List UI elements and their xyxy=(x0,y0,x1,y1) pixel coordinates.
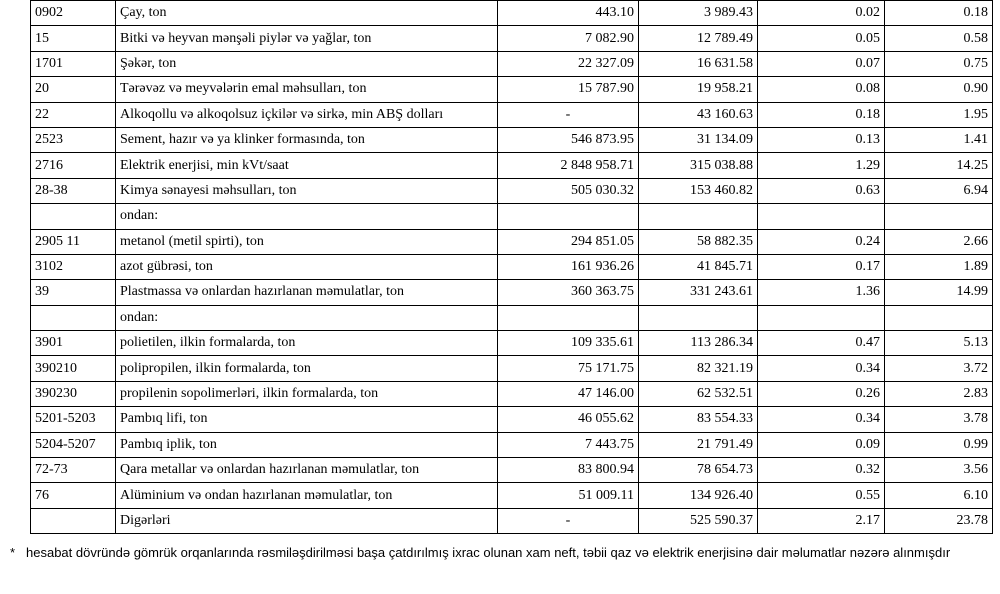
code-cell: 3102 xyxy=(31,254,116,279)
quantity-cell: 7 082.90 xyxy=(498,26,639,51)
percent-cell: 1.89 xyxy=(885,254,993,279)
share-cell: 0.09 xyxy=(758,432,885,457)
share-cell: 0.26 xyxy=(758,381,885,406)
value-cell: 153 460.82 xyxy=(639,178,758,203)
percent-cell: 0.58 xyxy=(885,26,993,51)
name-cell: Pambıq lifi, ton xyxy=(116,407,498,432)
percent-cell: 14.99 xyxy=(885,280,993,305)
name-cell: Bitki və heyvan mənşəli piylər və yağlar, ton xyxy=(116,26,498,51)
share-cell: 1.36 xyxy=(758,280,885,305)
table-row xyxy=(31,51,993,76)
code-cell xyxy=(31,204,116,229)
code-cell: 76 xyxy=(31,483,116,508)
share-cell: 0.24 xyxy=(758,229,885,254)
value-cell: 16 631.58 xyxy=(639,51,758,76)
code-cell: 5204-5207 xyxy=(31,432,116,457)
table-row xyxy=(31,204,993,229)
percent-cell: 14.25 xyxy=(885,153,993,178)
code-cell: 22 xyxy=(31,102,116,127)
table-row xyxy=(31,356,993,381)
footnote-marker: * xyxy=(10,545,16,560)
percent-cell: 2.66 xyxy=(885,229,993,254)
table-row xyxy=(31,178,993,203)
share-cell: 0.18 xyxy=(758,102,885,127)
footnote xyxy=(10,544,988,562)
share-cell: 0.05 xyxy=(758,26,885,51)
name-cell: propilenin sopolimerləri, ilkin formalarda, ton xyxy=(116,381,498,406)
code-cell: 20 xyxy=(31,77,116,102)
table-row xyxy=(31,254,993,279)
percent-cell: 5.13 xyxy=(885,331,993,356)
name-cell: Pambıq iplik, ton xyxy=(116,432,498,457)
value-cell: 3 989.43 xyxy=(639,1,758,26)
value-cell xyxy=(639,204,758,229)
share-cell: 0.34 xyxy=(758,407,885,432)
value-cell: 19 958.21 xyxy=(639,77,758,102)
value-cell: 331 243.61 xyxy=(639,280,758,305)
name-cell: Şəkər, ton xyxy=(116,51,498,76)
name-cell: Tərəvəz və meyvələrin emal məhsulları, ton xyxy=(116,77,498,102)
value-cell xyxy=(639,305,758,330)
quantity-cell xyxy=(498,204,639,229)
quantity-cell: - xyxy=(498,102,639,127)
share-cell xyxy=(758,305,885,330)
table-row xyxy=(31,77,993,102)
name-cell: Alkoqollu və alkoqolsuz içkilər və sirkə, min ABŞ dolları xyxy=(116,102,498,127)
table-row xyxy=(31,229,993,254)
value-cell: 83 554.33 xyxy=(639,407,758,432)
value-cell: 43 160.63 xyxy=(639,102,758,127)
quantity-cell: 505 030.32 xyxy=(498,178,639,203)
table-row xyxy=(31,305,993,330)
table-row xyxy=(31,280,993,305)
percent-cell: 6.10 xyxy=(885,483,993,508)
name-cell: Plastmassa və onlardan hazırlanan məmulatlar, ton xyxy=(116,280,498,305)
percent-cell xyxy=(885,305,993,330)
name-cell: azot gübrəsi, ton xyxy=(116,254,498,279)
table-row xyxy=(31,381,993,406)
code-cell: 15 xyxy=(31,26,116,51)
quantity-cell: 51 009.11 xyxy=(498,483,639,508)
value-cell: 12 789.49 xyxy=(639,26,758,51)
percent-cell: 0.90 xyxy=(885,77,993,102)
name-cell: Alüminium və ondan hazırlanan məmulatlar, ton xyxy=(116,483,498,508)
share-cell: 0.34 xyxy=(758,356,885,381)
share-cell: 0.32 xyxy=(758,458,885,483)
quantity-cell: 294 851.05 xyxy=(498,229,639,254)
share-cell: 0.55 xyxy=(758,483,885,508)
value-cell: 58 882.35 xyxy=(639,229,758,254)
table-row xyxy=(31,102,993,127)
share-cell: 0.17 xyxy=(758,254,885,279)
share-cell: 0.13 xyxy=(758,127,885,152)
name-cell: Kimya sənayesi məhsulları, ton xyxy=(116,178,498,203)
table-row xyxy=(31,407,993,432)
percent-cell: 0.75 xyxy=(885,51,993,76)
quantity-cell: 15 787.90 xyxy=(498,77,639,102)
percent-cell: 1.95 xyxy=(885,102,993,127)
quantity-cell: 75 171.75 xyxy=(498,356,639,381)
percent-cell: 2.83 xyxy=(885,381,993,406)
share-cell: 1.29 xyxy=(758,153,885,178)
value-cell: 78 654.73 xyxy=(639,458,758,483)
percent-cell xyxy=(885,204,993,229)
code-cell: 28-38 xyxy=(31,178,116,203)
table-row xyxy=(31,153,993,178)
name-cell: ondan: xyxy=(116,204,498,229)
value-cell: 62 532.51 xyxy=(639,381,758,406)
export-table xyxy=(30,0,993,534)
value-cell: 113 286.34 xyxy=(639,331,758,356)
code-cell: 0902 xyxy=(31,1,116,26)
table-row xyxy=(31,1,993,26)
code-cell: 2716 xyxy=(31,153,116,178)
quantity-cell: 2 848 958.71 xyxy=(498,153,639,178)
name-cell: polipropilen, ilkin formalarda, ton xyxy=(116,356,498,381)
percent-cell: 3.72 xyxy=(885,356,993,381)
share-cell: 0.02 xyxy=(758,1,885,26)
name-cell: metanol (metil spirti), ton xyxy=(116,229,498,254)
value-cell: 31 134.09 xyxy=(639,127,758,152)
code-cell: 39 xyxy=(31,280,116,305)
value-cell: 134 926.40 xyxy=(639,483,758,508)
quantity-cell: 109 335.61 xyxy=(498,331,639,356)
percent-cell: 23.78 xyxy=(885,508,993,533)
name-cell: polietilen, ilkin formalarda, ton xyxy=(116,331,498,356)
name-cell: Qara metallar və onlardan hazırlanan məmulatlar, ton xyxy=(116,458,498,483)
percent-cell: 3.78 xyxy=(885,407,993,432)
code-cell xyxy=(31,508,116,533)
quantity-cell: - xyxy=(498,508,639,533)
code-cell: 1701 xyxy=(31,51,116,76)
footnote-text: hesabat dövründə gömrük orqanlarında rəsmiləşdirilməsi başa çatdırılmış ixrac olunan xam neft, təbii qaz və elektrik enerjisinə dair məlumatlar nəzərə alınmışdır xyxy=(26,545,951,560)
code-cell: 390210 xyxy=(31,356,116,381)
share-cell: 0.08 xyxy=(758,77,885,102)
code-cell xyxy=(31,305,116,330)
code-cell: 390230 xyxy=(31,381,116,406)
table-row xyxy=(31,331,993,356)
quantity-cell: 83 800.94 xyxy=(498,458,639,483)
value-cell: 82 321.19 xyxy=(639,356,758,381)
quantity-cell: 22 327.09 xyxy=(498,51,639,76)
percent-cell: 6.94 xyxy=(885,178,993,203)
table-row xyxy=(31,458,993,483)
percent-cell: 1.41 xyxy=(885,127,993,152)
quantity-cell: 161 936.26 xyxy=(498,254,639,279)
code-cell: 5201-5203 xyxy=(31,407,116,432)
code-cell: 3901 xyxy=(31,331,116,356)
table-row xyxy=(31,127,993,152)
share-cell: 2.17 xyxy=(758,508,885,533)
code-cell: 72-73 xyxy=(31,458,116,483)
value-cell: 315 038.88 xyxy=(639,153,758,178)
table-row xyxy=(31,508,993,533)
percent-cell: 0.99 xyxy=(885,432,993,457)
quantity-cell xyxy=(498,305,639,330)
table-row xyxy=(31,432,993,457)
share-cell: 0.47 xyxy=(758,331,885,356)
code-cell: 2905 11 xyxy=(31,229,116,254)
table-row xyxy=(31,26,993,51)
quantity-cell: 546 873.95 xyxy=(498,127,639,152)
share-cell xyxy=(758,204,885,229)
name-cell: Elektrik enerjisi, min kVt/saat xyxy=(116,153,498,178)
percent-cell: 3.56 xyxy=(885,458,993,483)
quantity-cell: 443.10 xyxy=(498,1,639,26)
share-cell: 0.63 xyxy=(758,178,885,203)
code-cell: 2523 xyxy=(31,127,116,152)
name-cell: ondan: xyxy=(116,305,498,330)
share-cell: 0.07 xyxy=(758,51,885,76)
name-cell: Çay, ton xyxy=(116,1,498,26)
value-cell: 525 590.37 xyxy=(639,508,758,533)
quantity-cell: 47 146.00 xyxy=(498,381,639,406)
quantity-cell: 7 443.75 xyxy=(498,432,639,457)
quantity-cell: 46 055.62 xyxy=(498,407,639,432)
table-body xyxy=(31,1,993,534)
percent-cell: 0.18 xyxy=(885,1,993,26)
quantity-cell: 360 363.75 xyxy=(498,280,639,305)
value-cell: 41 845.71 xyxy=(639,254,758,279)
name-cell: Sement, hazır və ya klinker formasında, ton xyxy=(116,127,498,152)
table-row xyxy=(31,483,993,508)
name-cell: Digərləri xyxy=(116,508,498,533)
value-cell: 21 791.49 xyxy=(639,432,758,457)
